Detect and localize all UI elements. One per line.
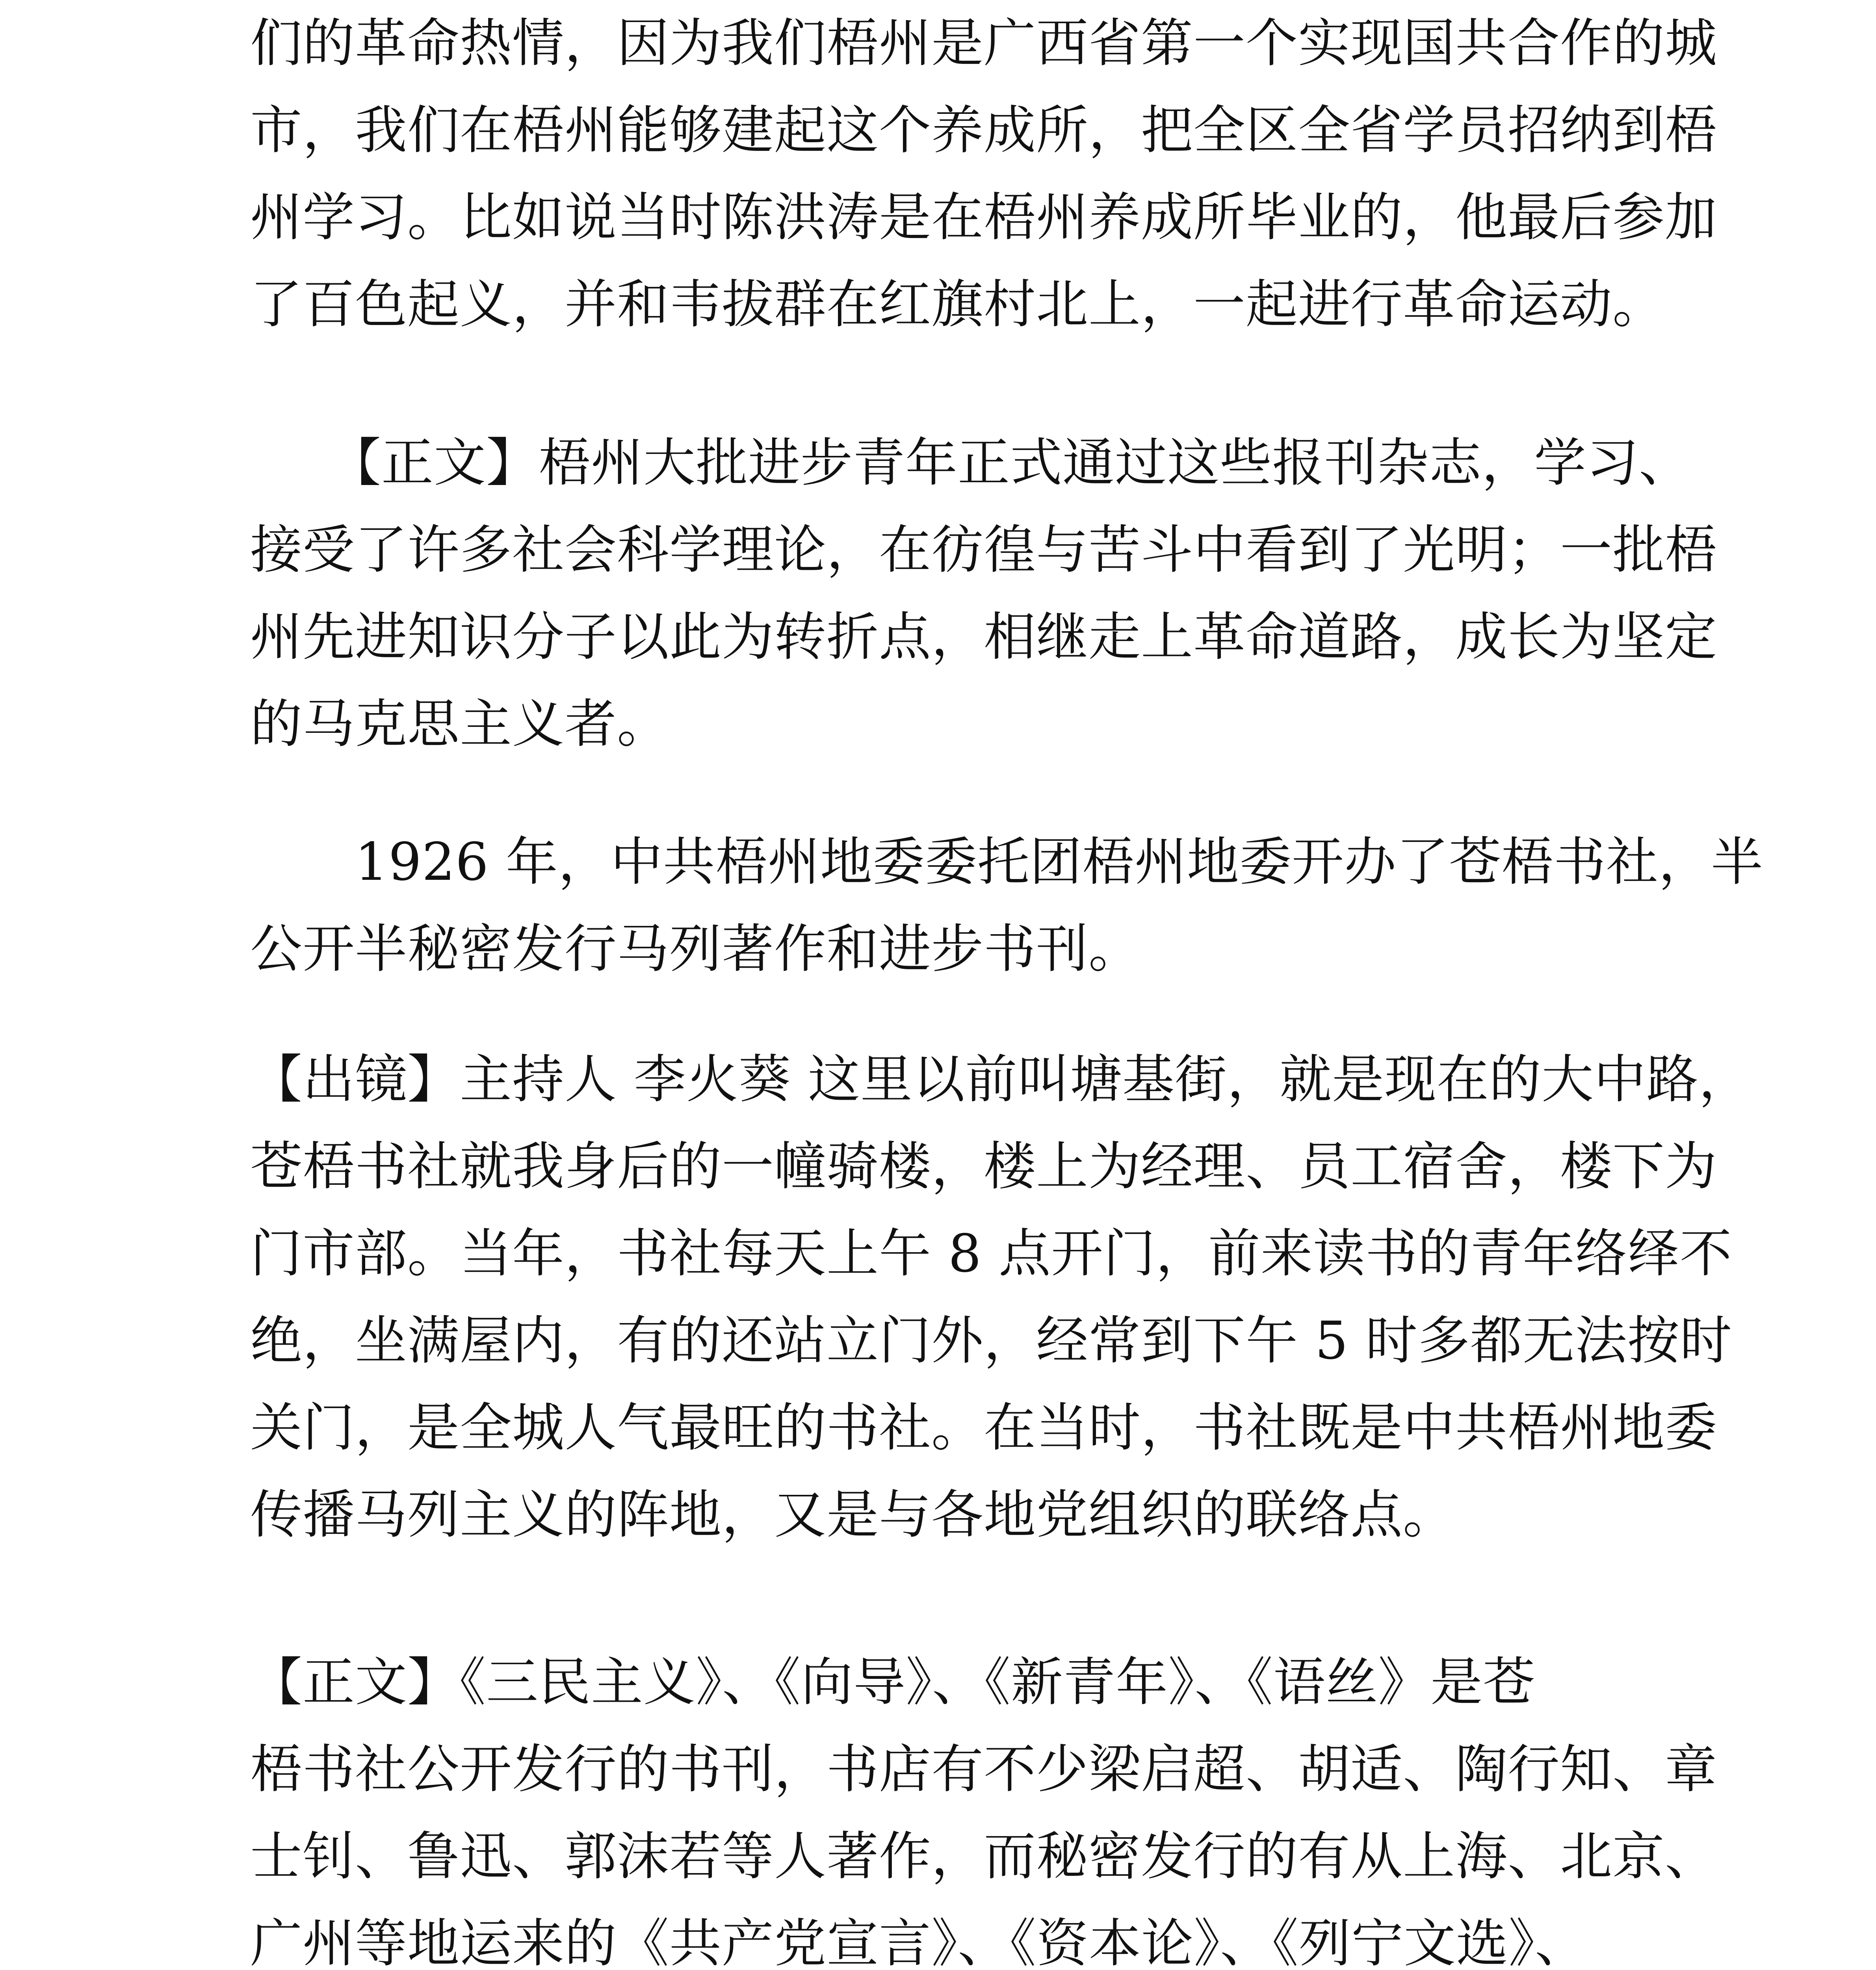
text-line: 门市部。当年，书社每天上午 8 点开门，前来读书的青年络绎不 [250,1223,1732,1284]
text-line: 【出镜】主持人 李火葵 这里以前叫塘基街，就是现在的大中路， [250,1049,1751,1110]
text-line: 州学习。比如说当时陈洪涛是在梧州养成所毕业的，他最后参加 [250,187,1717,248]
text-line: 绝，坐满屋内，有的还站立门外，经常到下午 5 时多都无法按时 [250,1310,1732,1371]
text-line: 传播马列主义的阵地，又是与各地党组织的联络点。 [250,1485,1455,1545]
text-line: 梧书社公开发行的书刊，书店有不少梁启超、胡适、陶行知、章 [250,1739,1717,1800]
text-line: 了百色起义，并和韦拔群在红旗村北上，一起进行革命运动。 [250,274,1665,335]
paragraph-progressive-youth [250,420,1717,768]
text-line: 市，我们在梧州能够建起这个养成所，把全区全省学员招纳到梧 [250,100,1717,161]
text-line: 接受了许多社会科学理论，在彷徨与苦斗中看到了光明；一批梧 [250,520,1717,580]
text-line: 【正文】梧州大批进步青年正式通过这些报刊杂志，学习、 [250,433,1691,493]
text-line: 公开半秘密发行马列著作和进步书刊。 [250,919,1141,979]
paragraph-host-on-camera [250,1036,1751,1559]
text-line: 苍梧书社就我身后的一幢骑楼，楼上为经理、员工宿舍，楼下为 [250,1136,1717,1197]
text-line: 1926 年，中共梧州地委委托团梧州地委开办了苍梧书社，半 [250,832,1763,892]
text-line: 【正文】《三民主义》、《向导》、《新青年》、《语丝》是苍 [250,1652,1535,1713]
paragraph-revolution-enthusiasm [250,0,1717,348]
text-line: 广州等地运来的《共产党宣言》、《资本论》、《列宁文选》、 [250,1913,1587,1970]
text-line: 州先进知识分子以此为转折点，相继走上革命道路，成长为坚定 [250,607,1717,667]
paragraph-cangwu-bookstore-1926 [250,819,1763,993]
text-line: 们的革命热情，因为我们梧州是广西省第一个实现国共合作的城 [250,13,1717,74]
text-line: 的马克思主义者。 [250,694,669,755]
paragraph-published-books [250,1639,1717,1970]
text-line: 士钊、鲁迅、郭沫若等人著作，而秘密发行的有从上海、北京、 [250,1826,1717,1887]
text-line: 关门，是全城人气最旺的书社。在当时，书社既是中共梧州地委 [250,1398,1717,1458]
